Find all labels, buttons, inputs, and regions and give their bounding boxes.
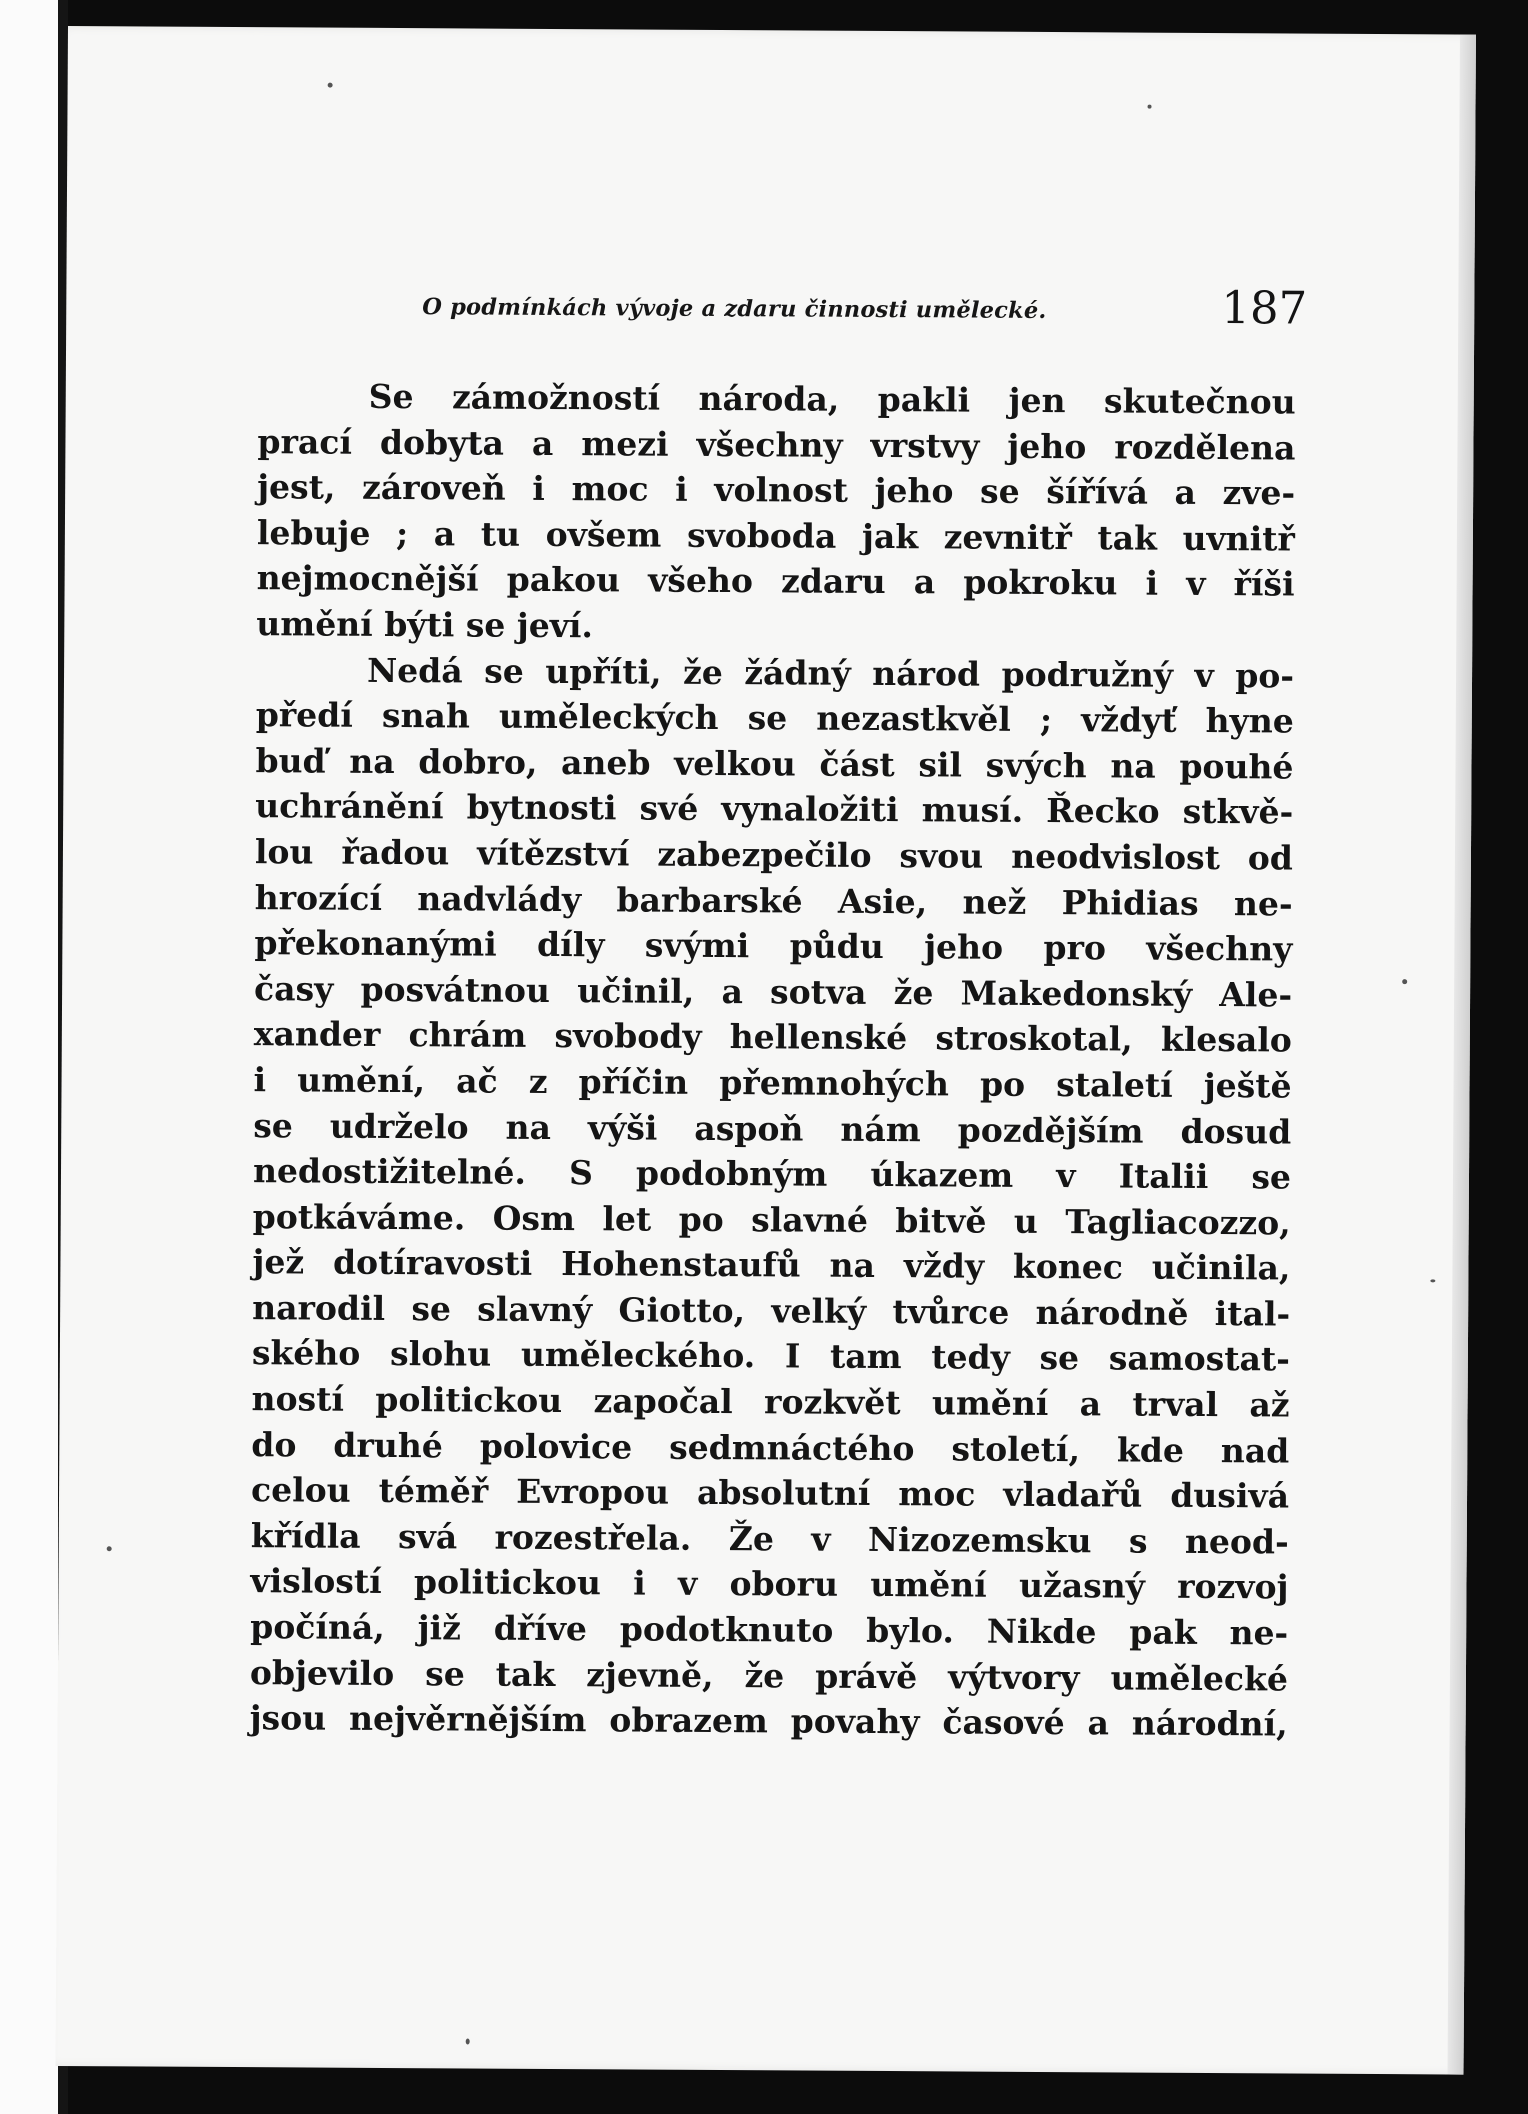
text-line: i umění, ač z příčin přemnohých po staletí ještě <box>253 1060 1292 1106</box>
text-line: hrozící nadvlády barbarské Asie, než Phidias ne- <box>254 877 1293 924</box>
running-header <box>422 268 1308 343</box>
book-page <box>56 26 1476 2075</box>
text-line: vislostí politickou i v oboru umění užasný rozvoj <box>250 1561 1289 1607</box>
paragraph-1 <box>256 373 1296 653</box>
paper-speck <box>1430 1279 1435 1282</box>
text-line: předí snah uměleckých se nezastkvěl ; vždyť hyne <box>255 695 1294 741</box>
text-line: umění býti se jeví. <box>256 604 594 646</box>
text-line: narodil se slavný Giotto, velký tvůrce národně ital- <box>252 1288 1291 1334</box>
paper-speck <box>1148 105 1152 109</box>
text-line: překonanými díly svými půdu jeho pro všechny <box>254 923 1293 969</box>
text-line: se udrželo na výši aspoň nám pozdějším dosud <box>253 1105 1292 1151</box>
paragraph-2 <box>250 647 1295 1748</box>
paper-speck <box>107 1546 112 1551</box>
text-line: do druhé polovice sedmnáctého století, kde nad <box>251 1424 1290 1471</box>
text-line: potkáváme. Osm let po slavné bitvě u Tagliacozzo, <box>252 1196 1291 1243</box>
text-line: lou řadou vítězství zabezpečilo svou neodvislost od <box>254 832 1294 878</box>
page-number: 187 <box>1221 281 1308 335</box>
text-line: prací dobyta a mezi všechny vrstvy jeho rozdělena <box>257 421 1296 468</box>
text-line: jež dotíravosti Hohenstaufů na vždy konec učinila, <box>252 1242 1291 1288</box>
text-line: ností politickou započal rozkvět umění a trval až <box>251 1379 1290 1425</box>
paper-speck <box>1402 979 1407 984</box>
text-line: časy posvátnou učinil, a sotva že Makedonský Ale- <box>254 968 1293 1015</box>
text-line: jest, zároveň i moc i volnost jeho se šířívá a zve- <box>257 467 1296 513</box>
text-line: objevilo se tak zjevně, že právě výtvory umělecké <box>249 1652 1289 1699</box>
paper-speck <box>466 2038 470 2044</box>
text-line: celou téměř Evropou absolutní moc vladařů dusivá <box>250 1470 1290 1516</box>
text-line: Se zámožností národa, pakli jen skutečnou <box>368 376 1296 422</box>
text-line: Nedá se upříti, že žádný národ podružný v po- <box>366 650 1295 696</box>
text-line: xander chrám svobody hellenské stroskotal, klesalo <box>253 1014 1292 1060</box>
text-line: nedostižitelné. S podobným úkazem v Italii se <box>252 1151 1292 1197</box>
text-line: ského slohu uměleckého. I tam tedy se samostat- <box>251 1333 1290 1379</box>
paper-speck <box>328 83 333 88</box>
text-line: lebuje ; a tu ovšem svoboda jak zevnitř tak uvnitř <box>256 512 1296 559</box>
facing-page-edge <box>0 0 58 2114</box>
text-line: buď na dobro, aneb velkou část sil svých na pouhé <box>255 740 1294 787</box>
text-line: křídla svá rozestřela. Že v Nizozemsku s neod- <box>250 1515 1289 1562</box>
body-text <box>250 373 1296 1747</box>
running-title: O podmínkách vývoje a zdaru činnosti umělecké. <box>422 294 1047 324</box>
text-line: počíná, již dříve podotknuto bylo. Nikde pak ne- <box>250 1607 1289 1653</box>
page-edge-shadow <box>1448 35 1476 2075</box>
text-line: nejmocnější pakou všeho zdaru a pokroku i v říši <box>256 558 1295 604</box>
text-line: jsou nejvěrnějším obrazem povahy časové a národní, <box>249 1698 1288 1744</box>
text-line: uchránění bytnosti své vynaložiti musí. Řecko stkvě- <box>255 786 1294 832</box>
